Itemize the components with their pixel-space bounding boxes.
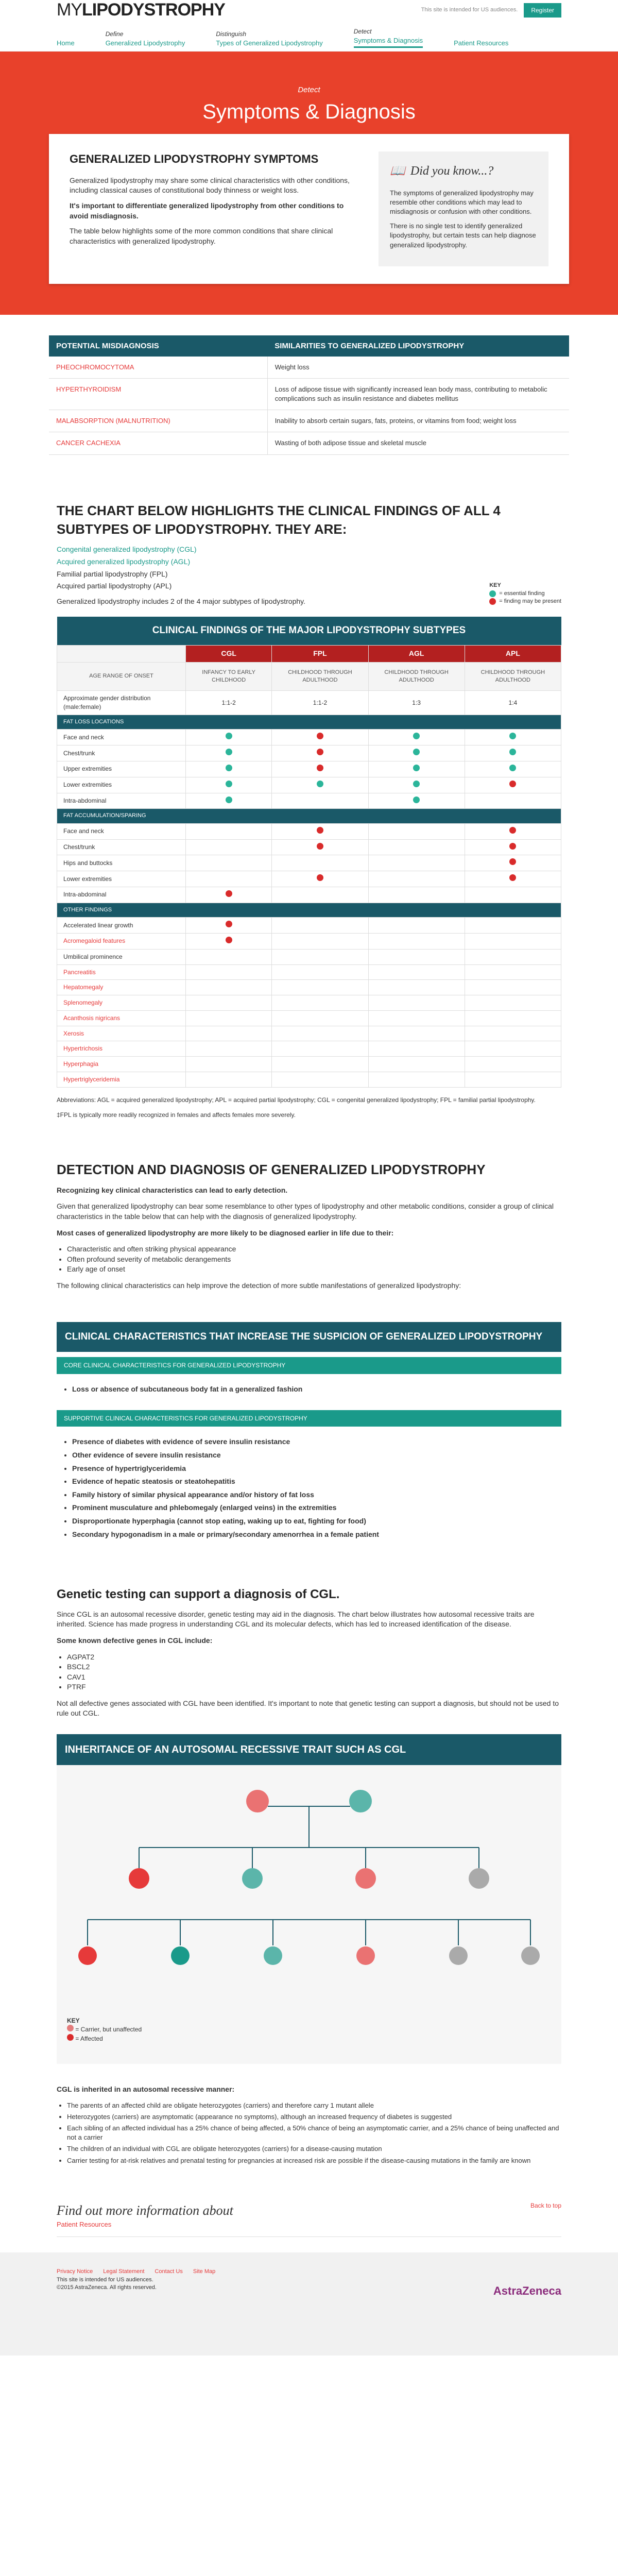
top-bar: [0, 0, 618, 21]
footer: [0, 2252, 618, 2355]
clinical-findings-table: [0, 617, 618, 1119]
find-out-bar: [57, 2201, 561, 2238]
similarity-cell: Weight loss: [267, 357, 569, 379]
hero-banner: [0, 52, 618, 134]
essential-dot-icon: [226, 733, 232, 739]
genes-sub: Some known defective genes in CGL include:: [57, 1636, 213, 1645]
finding-row: Pancreatitis: [57, 964, 561, 980]
footer-privacy[interactable]: Privacy Notice: [57, 2268, 93, 2275]
may-be-present-dot-icon: [509, 858, 516, 865]
detection-item: • Often profound severity of metabolic derangements: [67, 1255, 561, 1265]
may-be-present-dot-icon: [226, 921, 232, 927]
supportive-item: • Secondary hypogonadism in a male or primary/secondary amenorrhea in a female patient: [72, 1530, 546, 1540]
core-item: • Loss or absence of subcutaneous body fat in a generalized fashion: [72, 1384, 546, 1395]
genetic-title: Genetic testing can support a diagnosis of CGL.: [57, 1587, 340, 1602]
page-title: Symptoms & Diagnosis: [202, 100, 416, 123]
astrazeneca-logo: AstraZeneca: [493, 2284, 561, 2298]
cf-section: OTHER FINDINGS: [57, 903, 561, 917]
may-be-present-dot-icon: [489, 598, 496, 605]
detection-p3: The following clinical characteristics can help improve the detection of more subtle manifestations of generalized lipodystrophy:: [57, 1281, 461, 1290]
misdiagnosis-table: POTENTIAL MISDIAGNOSIS SIMILARITIES TO GENERALIZED LIPODYSTROPHY PHEOCHROMOCYTOMA Weight loss HYPERTHYROIDISM Loss of adipose tissue with significantly increased lean body mass, contributing to metabolic complications such as insulin resistance and diabetes mellitus MALABSORPTION (MALNUTRITION) Inability to absorb certain sugars, fats, proteins, or vitamins from food; weight loss CANCER CACHEXIA Wasting of both adipose tissue and skeletal muscle: [49, 335, 569, 455]
intro-title: GENERALIZED LIPODYSTROPHY SYMPTOMS: [70, 152, 319, 165]
supportive-header: SUPPORTIVE CLINICAL CHARACTERISTICS FOR GENERALIZED LIPODYSTROPHY: [57, 1410, 561, 1427]
main-nav: [0, 21, 618, 52]
supportive-item: • Other evidence of severe insulin resistance: [72, 1450, 546, 1461]
finding-row: Face and neck: [57, 730, 561, 745]
inheritance-item: • Each sibling of an affected individual has a 25% chance of being affected, a 50% chance of being an asymptomatic carrier, and a 25% chance of being unaffected and not a carrier: [67, 2124, 561, 2142]
essential-dot-icon: [413, 781, 420, 787]
similarity-cell: Wasting of both adipose tissue and skeletal muscle: [267, 432, 569, 454]
may-be-present-dot-icon: [226, 937, 232, 943]
gene-item: • CAV1: [67, 1672, 561, 1683]
essential-dot-icon: [226, 749, 232, 755]
misdiagnosis-row: [49, 432, 569, 454]
finding-row: Face and neck: [57, 823, 561, 839]
may-be-present-dot-icon: [509, 827, 516, 834]
may-be-present-dot-icon: [226, 890, 232, 897]
footer-copy: ©2015 AstraZeneca. All rights reserved.: [57, 2284, 157, 2291]
finding-row: Upper extremities: [57, 761, 561, 777]
nav-detect[interactable]: Detect Symptoms & Diagnosis: [354, 27, 423, 48]
footer-legal[interactable]: Legal Statement: [103, 2268, 145, 2275]
similarity-cell: Inability to absorb certain sugars, fats, proteins, or vitamins from food; weight loss: [267, 410, 569, 432]
may-be-present-dot-icon: [317, 827, 323, 834]
audience-note: This site is intended for US audiences.: [421, 7, 518, 13]
genetic-p1: Since CGL is an autosomal recessive disorder, genetic testing may aid in the diagnosis. The chart below illustrates how autosomal recessive traits are inherited. Science has made progress in understanding CGL and its molecular defects, which has led to increased identification of the disease.: [57, 1609, 535, 1629]
footer-contact[interactable]: Contact Us: [154, 2268, 183, 2275]
detection-p2: Most cases of generalized lipodystrophy are more likely to be diagnosed earlier in life due to their:: [57, 1228, 394, 1237]
pedigree-box: [0, 1734, 618, 2064]
chart-intro-section: [0, 501, 618, 607]
finding-row: Lower extremities: [57, 871, 561, 887]
gene-item: • BSCL2: [67, 1662, 561, 1672]
nav-define[interactable]: Define Generalized Lipodystrophy: [105, 30, 185, 47]
gene-item: • AGPAT2: [67, 1652, 561, 1663]
dyk-p2: There is no single test to identify generalized lipodystrophy, but certain tests can help diagnose generalized lipodystrophy.: [390, 222, 536, 249]
detection-sub: Recognizing key clinical characteristics can lead to early detection.: [57, 1185, 288, 1194]
finding-row: Splenomegaly: [57, 995, 561, 1011]
may-be-present-dot-icon: [509, 781, 516, 787]
inheritance-item: • The children of an individual with CGL are obligate heterozygotes (carriers) for a disease-causing mutation: [67, 2144, 561, 2154]
intro-p1: Generalized lipodystrophy may share some clinical characteristics with other conditions, including classical causes of constitutional body thinness or weight loss.: [70, 176, 350, 195]
essential-dot-icon: [509, 765, 516, 771]
detection-item: • Early age of onset: [67, 1264, 561, 1275]
detection-p1: Given that generalized lipodystrophy can bear some resemblance to other types of lipodystrophy and other metabolic conditions, consider a group of clinical characteristics in the table below that can help with the diagnosis of generalized lipodystrophy.: [57, 1202, 554, 1221]
age-row: AGE RANGE OF ONSET INFANCY TO EARLY CHILDHOOD CHILDHOOD THROUGH ADULTHOOD CHILDHOOD THROUGH ADULTHOOD CHILDHOOD THROUGH ADULTHOOD: [57, 662, 561, 691]
subtype-cgl[interactable]: Congenital generalized lipodystrophy (CGL): [57, 545, 197, 554]
finding-row: Intra-abdominal: [57, 887, 561, 903]
cf-title: CLINICAL FINDINGS OF THE MAJOR LIPODYSTROPHY SUBTYPES: [57, 617, 561, 645]
chart-note: Generalized lipodystrophy includes 2 of the 4 major subtypes of lipodystrophy.: [57, 597, 306, 605]
pedigree-key: KEY = Carrier, but unaffected = Affected: [67, 2016, 142, 2043]
nav-home[interactable]: Home: [57, 39, 75, 47]
essential-dot-icon: [226, 796, 232, 803]
finding-row: Intra-abdominal: [57, 793, 561, 809]
essential-dot-icon: [489, 590, 496, 597]
site-logo[interactable]: MYLIPODYSTROPHY: [57, 0, 225, 20]
condition-link[interactable]: MALABSORPTION (MALNUTRITION): [49, 410, 267, 432]
misdiagnosis-row: [49, 357, 569, 379]
misdiagnosis-row: [49, 410, 569, 432]
book-icon: 📖: [390, 164, 405, 178]
cf-header-row: CGL FPL AGL APL: [57, 646, 561, 663]
patient-resources-link[interactable]: Patient Resources: [57, 2221, 112, 2229]
condition-link[interactable]: CANCER CACHEXIA: [49, 432, 267, 454]
essential-dot-icon: [509, 749, 516, 755]
gender-row: Approximate gender distribution (male:female) 1:1-2 1:1-2 1:3 1:4: [57, 691, 561, 715]
may-be-present-dot-icon: [509, 874, 516, 881]
dyk-p1: The symptoms of generalized lipodystrophy may resemble other conditions which may lead to misdiagnosis or confusion with other conditions.: [390, 189, 534, 215]
finding-row: Hips and buttocks: [57, 855, 561, 871]
may-be-present-dot-icon: [317, 749, 323, 755]
essential-dot-icon: [413, 733, 420, 739]
may-be-present-dot-icon: [317, 733, 323, 739]
essential-dot-icon: [226, 765, 232, 771]
finding-row: Lower extremities: [57, 777, 561, 793]
condition-link[interactable]: PHEOCHROMOCYTOMA: [49, 357, 267, 379]
pedigree-diagram: [57, 1765, 561, 2064]
nav-distinguish[interactable]: Distinguish Types of Generalized Lipodystrophy: [216, 30, 323, 47]
supportive-item: • Prominent musculature and phlebomegaly (enlarged veins) in the extremities: [72, 1503, 546, 1513]
finding-row: Hypertrichosis: [57, 1041, 561, 1057]
cf-section: FAT ACCUMULATION/SPARING: [57, 809, 561, 823]
may-be-present-dot-icon: [509, 843, 516, 850]
finding-row: Acanthosis nigricans: [57, 1010, 561, 1026]
similarity-cell: Loss of adipose tissue with significantly increased lean body mass, contributing to metabolic complications such as insulin resistance and diabetes mellitus: [267, 378, 569, 410]
chart-intro-title: THE CHART BELOW HIGHLIGHTS THE CLINICAL FINDINGS OF ALL 4 SUBTYPES OF LIPODYSTROPHY. THEY ARE:: [57, 502, 501, 537]
nav-patient-resources[interactable]: Patient Resources: [454, 39, 509, 47]
misdiagnosis-row: [49, 378, 569, 410]
essential-dot-icon: [509, 733, 516, 739]
essential-dot-icon: [413, 765, 420, 771]
footer-sitemap[interactable]: Site Map: [193, 2268, 216, 2275]
inheritance-item: • Heterozygotes (carriers) are asymptomatic (appearance no symptoms), although an increased frequency of diabetes is suggested: [67, 2112, 561, 2122]
supportive-item: • Presence of diabetes with evidence of severe insulin resistance: [72, 1437, 546, 1447]
may-be-present-dot-icon: [317, 843, 323, 850]
finding-row: Accelerated linear growth: [57, 918, 561, 934]
supportive-item: • Evidence of hepatic steatosis or steatohepatitis: [72, 1477, 546, 1487]
may-be-present-dot-icon: [317, 874, 323, 881]
finding-row: Chest/trunk: [57, 839, 561, 855]
finding-row: Umbilical prominence: [57, 949, 561, 964]
register-button[interactable]: Register: [524, 3, 561, 18]
inheritance-item: • The parents of an affected child are obligate heterozygotes (carriers) and therefore carry 1 mutant allele: [67, 2101, 561, 2110]
hero-kicker: Detect: [298, 86, 320, 94]
supportive-item: • Disproportionate hyperphagia (cannot stop eating, waking up to eat, fighting for food): [72, 1516, 546, 1527]
finding-row: Hyperphagia: [57, 1057, 561, 1072]
condition-link[interactable]: HYPERTHYROIDISM: [49, 378, 267, 410]
finding-row: Hepatomegaly: [57, 980, 561, 995]
back-to-top-link[interactable]: Back to top: [530, 2201, 561, 2209]
intro-p2: It's important to differentiate generalized lipodystrophy from other conditions to avoid misdiagnosis.: [70, 201, 344, 220]
cf-section: FAT LOSS LOCATIONS: [57, 715, 561, 729]
subtype-agl[interactable]: Acquired generalized lipodystrophy (AGL): [57, 557, 191, 566]
inheritance-title: CGL is inherited in an autosomal recessive manner:: [57, 2085, 235, 2094]
essential-dot-icon: [226, 781, 232, 787]
inheritance-item: • Carrier testing for at-risk relatives and prenatal testing for pregnancies at increased risk are possible if the disease-causing mutations in the family are known: [67, 2156, 561, 2165]
genetic-p2: Not all defective genes associated with CGL have been identified. It's important to note that genetic testing can support a diagnosis, but should not be used to rule out CGL.: [57, 1699, 559, 1718]
intro-band: [0, 134, 618, 315]
may-be-present-dot-icon: [317, 765, 323, 771]
essential-dot-icon: [317, 781, 323, 787]
essential-dot-icon: [413, 749, 420, 755]
abbreviations: Abbreviations: AGL = acquired generalized lipodystrophy; APL = acquired partial lipodystrophy; CGL = congenital generalized lipodystrophy; FPL = familial partial lipodystrophy.: [57, 1096, 536, 1104]
did-you-know-box: 📖 Did you know...? The symptoms of generalized lipodystrophy may resemble other conditions which may lead to misdiagnosis or confusion with other conditions. There is no single test to identify generalized lipodystrophy, but certain tests can help diagnose generalized lipodystrophy.: [379, 151, 548, 266]
pedigree-title: INHERITANCE OF AN AUTOSOMAL RECESSIVE TRAIT SUCH AS CGL: [57, 1734, 561, 1765]
characteristics-title: CLINICAL CHARACTERISTICS THAT INCREASE THE SUSPICION OF GENERALIZED LIPODYSTROPHY: [57, 1322, 561, 1352]
detection-item: • Characteristic and often striking physical appearance: [67, 1244, 561, 1255]
core-header: CORE CLINICAL CHARACTERISTICS FOR GENERALIZED LIPODYSTROPHY: [57, 1357, 561, 1374]
finding-row: Hypertriglyceridemia: [57, 1072, 561, 1088]
intro-p3: The table below highlights some of the more common conditions that share clinical characteristics with generalized lipodystrophy.: [70, 227, 333, 245]
characteristics-box: [0, 1322, 618, 1550]
affected-icon: [67, 2034, 74, 2041]
finding-row: Xerosis: [57, 1026, 561, 1041]
subtype-fpl: Familial partial lipodystrophy (FPL): [57, 569, 168, 578]
detection-section: [0, 1160, 618, 1291]
footer-note: This site is intended for US audiences.: [57, 2276, 153, 2283]
finding-row: Acromegaloid features: [57, 933, 561, 949]
inheritance-section: [0, 2084, 618, 2165]
find-out-title: Find out more information about: [57, 2202, 233, 2218]
gene-item: • PTRF: [67, 1682, 561, 1692]
key: KEY = essential finding = finding may be present: [489, 582, 561, 605]
fpl-note: ‡FPL is typically more readily recognized in females and affects females more severely.: [57, 1111, 296, 1118]
intro-card: [49, 134, 569, 284]
genetic-section: [0, 1586, 618, 1719]
detection-title: DETECTION AND DIAGNOSIS OF GENERALIZED LIPODYSTROPHY: [57, 1162, 486, 1178]
carrier-icon: [67, 2025, 74, 2031]
supportive-item: • Presence of hypertriglyceridemia: [72, 1464, 546, 1474]
essential-dot-icon: [413, 796, 420, 803]
finding-row: Chest/trunk: [57, 745, 561, 761]
supportive-item: • Family history of similar physical appearance and/or history of fat loss: [72, 1490, 546, 1500]
subtype-apl: Acquired partial lipodystrophy (APL): [57, 582, 172, 590]
